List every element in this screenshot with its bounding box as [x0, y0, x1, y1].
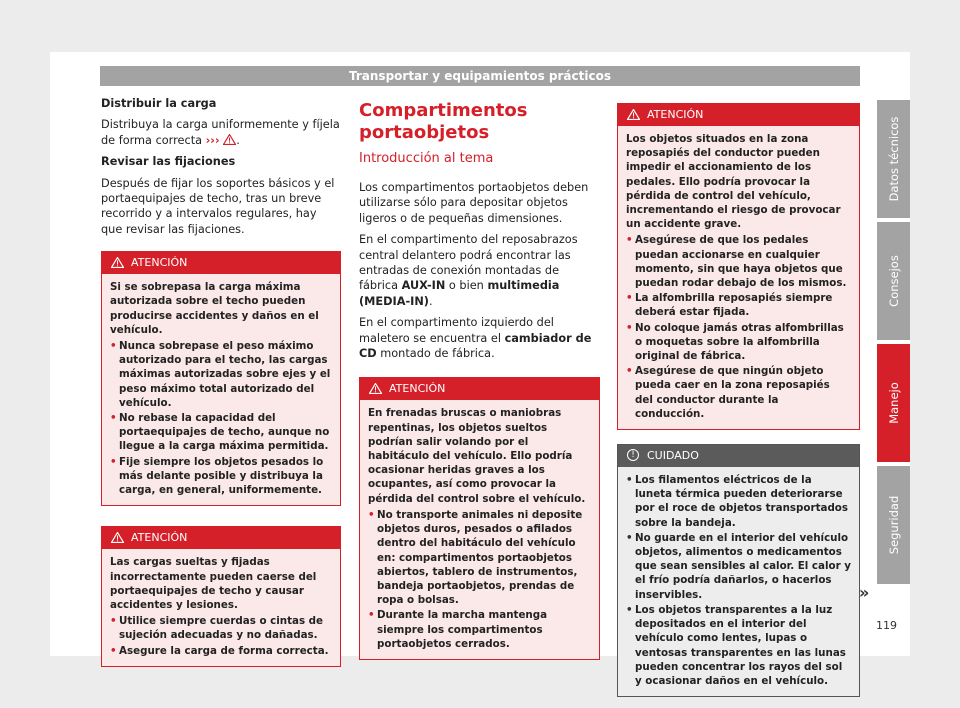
warning-label: ATENCIÓN	[647, 108, 704, 121]
column-1	[101, 96, 341, 667]
tab-label: Seguridad	[886, 495, 901, 555]
warning-triangle-icon	[369, 383, 382, 394]
warning-item: • Nunca sobrepase el peso máximo autorizado para el techo, las cargas máximas autorizadas sobre ejes y el peso máximo total autorizado del vehículo.	[110, 339, 332, 410]
caution-label: CUIDADO	[647, 449, 699, 463]
warning-box-footwell	[617, 103, 860, 430]
caution-item: • Los objetos transparentes a la luz depositados en el interior del vehículo como lentes, lupas o ventosas transparentes en las lunas pueden concentrar los rayos del sol y ocasionar daños en el vehículo.	[626, 603, 851, 688]
subheading-distribute: Distribuir la carga	[101, 97, 217, 110]
warning-label: ATENCIÓN	[131, 256, 188, 270]
caution-box	[617, 444, 860, 697]
paragraph-intro: Los compartimentos portaobjetos deben utilizarse sólo para depositar objetos ligeros o de pequeñas dimensiones.	[359, 181, 589, 225]
warning-intro: Las cargas sueltas y fijadas incorrectamente pueden caerse del portaequipajes de techo y causar accidentes y lesiones.	[110, 556, 317, 611]
section-header: Transportar y equipamientos prácticos	[100, 66, 860, 86]
armrest-text: En el compartimento del reposabrazos central delantero podrá encontrar las entradas de conexión montadas de fábrica	[359, 233, 578, 293]
warning-item: • Asegure la carga de forma correcta.	[110, 644, 332, 658]
media-in-label: multimedia (MEDIA-IN)	[359, 279, 560, 308]
aux-in-label: AUX-IN	[401, 279, 446, 293]
subheading-check: Revisar las fijaciones	[101, 155, 236, 169]
tab-label: Manejo	[886, 382, 901, 424]
warning-label: ATENCIÓN	[389, 382, 446, 396]
paragraph-distribute: Distribuya la carga uniformemente y fíjela de forma correcta ››› .	[101, 118, 340, 147]
section-title: Compartimentos portaobjetos	[359, 100, 528, 143]
tab-manejo[interactable]	[877, 344, 910, 462]
warning-box-loose-loads	[101, 526, 341, 666]
warning-label: ATENCIÓN	[131, 531, 188, 545]
warning-item: • Asegúrese de que ningún objeto pueda caer en la zona reposapiés del conductor durante la conducción.	[626, 364, 851, 421]
warning-intro: Los objetos situados en la zona reposapiés del conductor pueden impedir el accionamiento de los pedales. Ello podría provocar la pérdida de control del vehículo, incrementando el riesgo de provocar un accidente grave.	[626, 133, 841, 231]
tab-datos-tecnicos[interactable]	[877, 100, 910, 218]
page-number: 119	[876, 619, 897, 632]
paragraph-check: Después de fijar los soportes básicos y el portaequipajes de techo, tras un breve recorrido y a intervalos regulares, hay que revisar las fijaciones.	[101, 176, 335, 236]
cross-reference-arrows: ›››	[205, 133, 220, 147]
caution-item: • Los filamentos eléctricos de la luneta térmica pueden deteriorarse por el roce de objetos transportados sobre la bandeja.	[626, 473, 851, 530]
warning-item: • La alfombrilla reposapiés siempre deberá estar fijada.	[626, 291, 851, 319]
warning-item: • No rebase la capacidad del portaequipajes de techo, aunque no llegue a la carga máxima permitida.	[110, 411, 332, 454]
distribute-text: Distribuya la carga uniformemente y fíjela de forma correcta	[101, 118, 340, 147]
tab-consejos[interactable]	[877, 222, 910, 340]
warning-triangle-icon	[111, 257, 124, 268]
tab-seguridad[interactable]	[877, 466, 910, 584]
warning-item: • Durante la marcha mantenga siempre los compartimentos portaobjetos cerrados.	[368, 608, 591, 651]
column-2	[359, 92, 600, 660]
cd-text-end: montado de fábrica.	[380, 347, 495, 361]
warning-item: • No coloque jamás otras alfombrillas o moquetas sobre la alfombrilla original de fábrica.	[626, 321, 851, 364]
tab-label: Datos técnicos	[886, 116, 901, 202]
warning-triangle-icon	[111, 532, 124, 543]
tab-label: Consejos	[886, 255, 901, 307]
warning-intro: En frenadas bruscas o maniobras repentinas, los objetos sueltos podrían salir volando por el habitáculo del vehículo. Ello podría ocasionar heridas graves a los ocupantes, así como provocar la pérdida del control sobre el vehículo.	[368, 407, 586, 505]
chapter-tabs	[877, 100, 910, 588]
info-circle-icon: !	[627, 449, 639, 461]
paragraph-armrest	[359, 232, 600, 309]
warning-intro: Si se sobrepasa la carga máxima autorizada sobre el techo pueden producirse accidentes y daños en el vehículo.	[110, 281, 319, 336]
warning-item: • Asegúrese de que los pedales puedan accionarse en cualquier momento, sin que haya objetos que puedan rodar debajo de los mismos.	[626, 233, 851, 290]
cd-text: En el compartimento izquierdo del maletero se encuentra el	[359, 316, 554, 345]
warning-box-roof-load	[101, 251, 341, 506]
warning-triangle-icon	[223, 134, 236, 145]
warning-box-braking	[359, 377, 600, 659]
cd-changer-label: cambiador de CD	[359, 331, 592, 361]
continue-arrow: »	[859, 583, 870, 602]
paragraph-cd-changer	[359, 315, 600, 361]
armrest-text-end: .	[428, 294, 433, 308]
section-subtitle: Introducción al tema	[359, 151, 494, 166]
warning-triangle-icon	[627, 109, 640, 120]
warning-item: • Fije siempre los objetos pesados lo más delante posible y distribuya la carga, en general, uniformemente.	[110, 455, 332, 498]
column-3	[617, 88, 860, 697]
caution-item: • No guarde en el interior del vehículo objetos, alimentos o medicamentos que sean sensibles al calor. El calor y el frío podría dañarlos, o hacerlos inservibles.	[626, 531, 851, 602]
armrest-text-or: o bien	[448, 279, 484, 293]
warning-item: • Utilice siempre cuerdas o cintas de sujeción adecuadas y no dañadas.	[110, 614, 332, 642]
warning-item: • No transporte animales ni deposite objetos duros, pesados o afilados dentro del habitáculo del vehículo en: compartimentos portaobjetos abiertos, tablero de instrumentos, bandeja portaobjetos, prendas de ropa o bolsas.	[368, 508, 591, 607]
